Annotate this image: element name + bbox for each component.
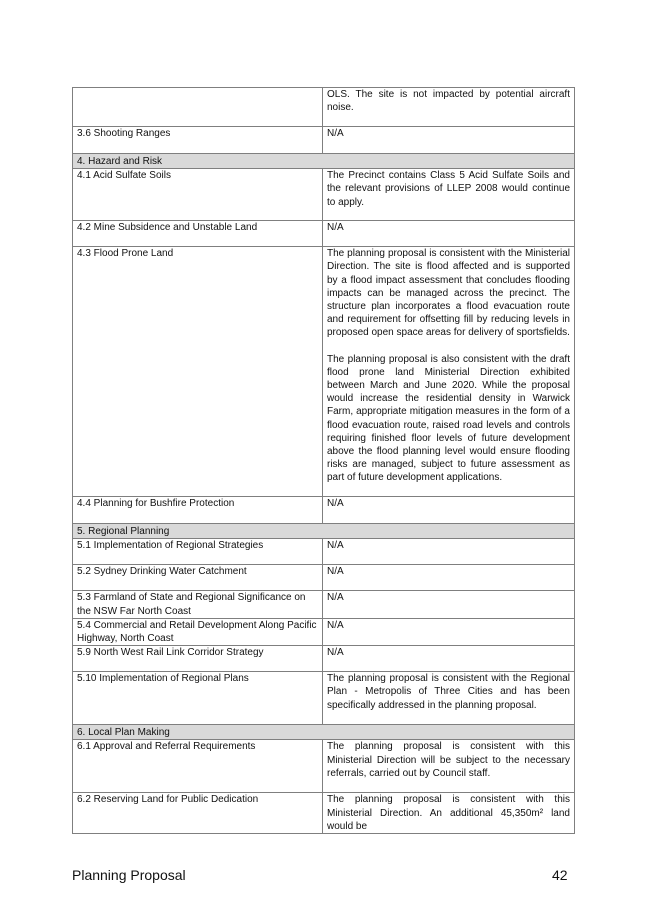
response-cell: N/A [323, 618, 575, 645]
response-cell: The Precinct contains Class 5 Acid Sulfate Soils and the relevant provisions of LLEP 2008 would continue to apply. [323, 169, 575, 221]
table-row [73, 740, 575, 793]
direction-cell: 5.2 Sydney Drinking Water Catchment [73, 565, 323, 591]
response-cell: N/A [323, 565, 575, 591]
table-row [73, 127, 575, 154]
response-cell: N/A [323, 497, 575, 524]
response-cell: N/A [323, 646, 575, 672]
direction-cell [73, 88, 323, 127]
table-row [73, 539, 575, 565]
section-header: 6. Local Plan Making [73, 725, 575, 740]
response-cell: The planning proposal is consistent with this Ministerial Direction. An additional 45,350m² land would be [323, 793, 575, 834]
table-row [73, 221, 575, 247]
table-row [73, 672, 575, 725]
section-header-row [73, 154, 575, 169]
table-row [73, 247, 575, 497]
response-cell [323, 247, 575, 497]
direction-cell: 4.4 Planning for Bushfire Protection [73, 497, 323, 524]
section-header-row [73, 725, 575, 740]
response-cell: N/A [323, 127, 575, 154]
section-header-row [73, 524, 575, 539]
direction-cell: 5.1 Implementation of Regional Strategies [73, 539, 323, 565]
response-cell: N/A [323, 221, 575, 247]
direction-cell: 6.2 Reserving Land for Public Dedication [73, 793, 323, 834]
table-row [73, 793, 575, 834]
table-row [73, 646, 575, 672]
footer-document-title: Planning Proposal [72, 867, 186, 883]
response-cell: The planning proposal is consistent with this Ministerial Direction will be subject to the necessary referrals, carried out by Council staff. [323, 740, 575, 793]
table-row [73, 497, 575, 524]
table-row [73, 169, 575, 221]
direction-cell: 5.10 Implementation of Regional Plans [73, 672, 323, 725]
direction-cell: 5.4 Commercial and Retail Development Along Pacific Highway, North Coast [73, 618, 323, 645]
response-cell: N/A [323, 591, 575, 618]
response-cell: The planning proposal is consistent with the Regional Plan - Metropolis of Three Cities and has been specifically addressed in the planning proposal. [323, 672, 575, 725]
table-row [73, 565, 575, 591]
direction-cell: 3.6 Shooting Ranges [73, 127, 323, 154]
response-cell: OLS. The site is not impacted by potential aircraft noise. [323, 88, 575, 127]
consistency-table [72, 87, 575, 834]
response-paragraph: The planning proposal is consistent with the Ministerial Direction. The site is flood affected and is supported by a flood impact assessment that concludes flooding impacts can be managed across the precinct. The structure plan incorporates a flood evacuation route and requirement for offsetting fill by reducing levels in proposed open space areas for delivery of sportsfields. [327, 248, 570, 339]
table-row [73, 618, 575, 645]
response-paragraph: The planning proposal is also consistent with the draft flood prone land Ministerial Direction exhibited between March and June 2020. While the proposal would increase the residential density in Warwick Farm, appropriate mitigation measures in the form of a flood evacuation route, raised road levels and controls requiring finished floor levels of future development above the flood planning level would ensure flooding risks are managed, subject to future assessment as part of future development applications. [327, 353, 570, 484]
direction-cell: 5.9 North West Rail Link Corridor Strategy [73, 646, 323, 672]
table-row [73, 88, 575, 127]
direction-cell: 6.1 Approval and Referral Requirements [73, 740, 323, 793]
direction-cell: 5.3 Farmland of State and Regional Significance on the NSW Far North Coast [73, 591, 323, 618]
footer-page-number: 42 [552, 867, 568, 883]
direction-cell: 4.1 Acid Sulfate Soils [73, 169, 323, 221]
section-header: 4. Hazard and Risk [73, 154, 575, 169]
response-cell: N/A [323, 539, 575, 565]
section-header: 5. Regional Planning [73, 524, 575, 539]
direction-cell: 4.3 Flood Prone Land [73, 247, 323, 497]
table-row [73, 591, 575, 618]
direction-cell: 4.2 Mine Subsidence and Unstable Land [73, 221, 323, 247]
